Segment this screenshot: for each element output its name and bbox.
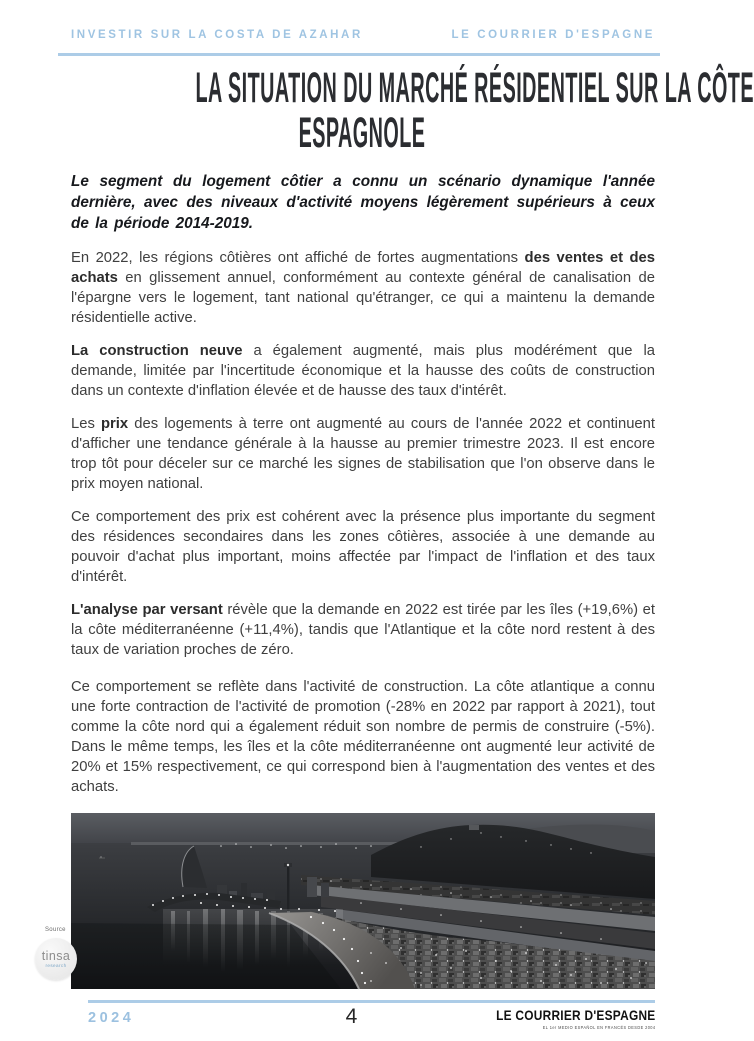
body-paragraph: Ce comportement se reflète dans l'activité de construction. La côte atlantique a connu une forte contraction de l'activité de promotion (-28% en 2022 par rapport à 2021), tout comme la côte nord qui a également réduit son nombre de permis de construire (-5%). Dans le même temps, les îles et la côte méditerranéenne ont augmenté leur activité de 20% et 15% respectivement, ce qui correspond bien à l'augmentation des ventes et des achats. — [71, 679, 655, 795]
body-paragraph: Les prix des logements à terre ont augmenté au cours de l'année 2022 et continuent d'afficher une tendance générale à la hausse au premier trimestre 2023. Il est encore trop tôt pour déceler sur ce marché les signes de stabilisation que l'on observe dans le prix moyen national. — [71, 416, 655, 492]
page-number: 4 — [345, 1005, 358, 1028]
article-title — [195, 64, 754, 157]
header-brand-label: LE COURRIER D'ESPAGNE — [451, 29, 655, 41]
article-intro: Le segment du logement côtier a connu un scénario dynamique l'année dernière, avec des niveaux d'activité moyens légèrement supérieurs à ceux de la période 2014-2019. — [71, 173, 655, 232]
footer-year: 2024 — [88, 1010, 135, 1026]
page-header — [0, 0, 724, 41]
header-section-label: INVESTIR SUR LA COSTA DE AZAHAR — [71, 29, 363, 41]
coastal-city-night-photo — [71, 813, 655, 989]
article-title-line: LA SITUATION DU MARCHÉ RÉSIDENTIEL SUR LA CÔTE — [195, 64, 754, 112]
body-paragraph: Ce comportement des prix est cohérent avec la présence plus importante du segment des résidences secondaires dans les zones côtières, associée à une demande au pouvoir d'achat plus important, moins affectée par l'impact de l'inflation et des taux d'intérêt. — [71, 509, 655, 585]
footer-divider — [88, 1000, 655, 1003]
tinsa-logo-subtitle: research — [45, 962, 67, 968]
article-title-line: ESPAGNOLE — [298, 109, 426, 157]
body-paragraph: En 2022, les régions côtières ont affiché de fortes augmentations des ventes et des achats en glissement annuel, conformément au contexte général de canalisation de l'épargne vers le logement, tant national qu'étranger, ce qui a maintenu la demande résidentielle active. — [71, 250, 655, 326]
footer-brand-name: LE COURRIER D'ESPAGNE — [495, 1007, 655, 1023]
footer-brand-tagline: EL 1er MEDIO ESPAÑOL EN FRANCÉS DESDE 2004 — [542, 1025, 655, 1030]
source-label: Source — [45, 927, 66, 933]
tinsa-logo-wordmark: tinsa — [41, 948, 71, 963]
tinsa-logo — [35, 938, 77, 980]
page-footer — [88, 1005, 655, 1041]
footer-brand-logo — [496, 1007, 655, 1030]
header-divider — [58, 53, 660, 56]
body-paragraph: La construction neuve a également augmenté, mais plus modérément que la demande, limitée par l'incertitude économique et la hausse des coûts de construction dans un contexte d'inflation élevée et de hausse des taux d'intérêt. — [71, 343, 655, 399]
article-paragraphs — [71, 248, 655, 797]
body-paragraph: L'analyse par versant révèle que la demande en 2022 est tirée par les îles (+19,6%) et la côte méditerranéenne (+11,4%), tandis que l'Atlantique et la côte nord restent à des taux de variation proches de zéro. — [71, 602, 656, 658]
